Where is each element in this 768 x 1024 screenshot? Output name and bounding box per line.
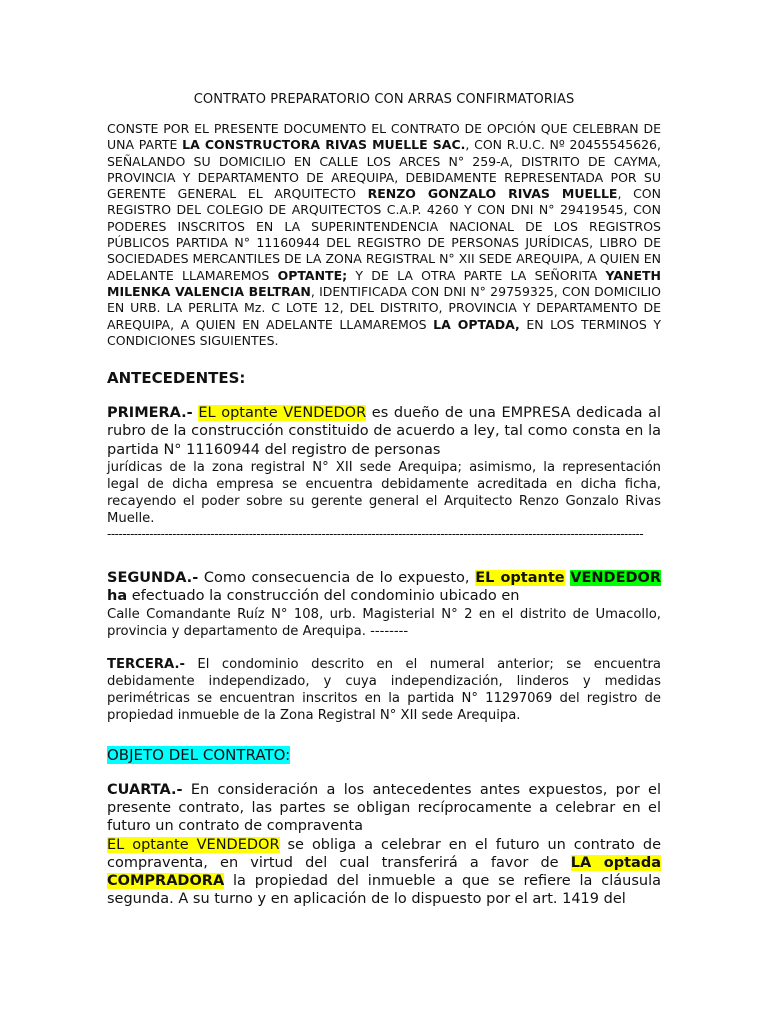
segunda-highlight-yellow: EL optante	[475, 570, 565, 587]
intro-text-4: Y DE LA OTRA PARTE LA SEÑORITA	[347, 267, 606, 283]
document-page	[107, 92, 661, 909]
segunda-highlight-green: VENDEDOR	[570, 570, 662, 587]
intro-paragraph	[107, 121, 661, 349]
company-name: LA CONSTRUCTORA RIVAS MUELLE SAC.	[182, 137, 466, 153]
clause-cuarta	[107, 781, 661, 909]
optada-term: LA OPTADA,	[433, 316, 520, 332]
intro-text-3: , CON REGISTRO DEL COLEGIO DE ARQUITECTOS C.A.P. 4260 Y CON DNI N° 29419545, CON PODERES INSCRITOS EN LA SUPERINTENDENCIA NACIONAL DE LOS REGISTROS PÚBLICOS PARTIDA N° 11160944 DEL REGISTRO DE PERSONAS JURÍDICAS, LIBRO DE SOCIEDADES MERCANTILES DE LA ZONA REGISTRAL N° XII SEDE AREQUIPA, A QUIEN EN ADELANTE LLAMAREMOS	[107, 186, 661, 283]
clause-tercera	[107, 656, 661, 724]
antecedentes-heading: ANTECEDENTES:	[107, 369, 246, 388]
separator-line: --------------------------------------------------------------------------------------------------------------------------------------------	[107, 527, 644, 542]
cuarta-highlight-vendedor: EL optante VENDEDOR	[107, 836, 280, 853]
primera-highlight: EL optante VENDEDOR	[198, 405, 367, 422]
primera-text-big: es dueño de una EMPRESA dedicada al rubro de la construcción constituido de acuerdo a ley, tal como consta en la partida N° 11160944 del registro de personas	[107, 405, 661, 458]
intro-text-1: CONSTE POR EL PRESENTE DOCUMENTO EL CONTRATO DE OPCIÓN QUE CELEBRAN DE UNA PARTE	[107, 121, 661, 153]
intro-text-6: EN LOS TERMINOS Y CONDICIONES SIGUIENTES.	[107, 316, 662, 348]
tercera-label: TERCERA.-	[107, 656, 185, 672]
intro-text-2: , CON R.U.C. Nº 20455545626, SEÑALANDO SU DOMICILIO EN CALLE LOS ARCES N° 259-A, DISTRITO DE CAYMA, PROVINCIA Y DEPARTAMENTO DE AREQUIPA, DEBIDAMENTE REPRESENTADA POR SU GERENTE GENERAL EL ARQUITECTO	[107, 137, 661, 202]
cuarta-text: En consideración a los antecedentes antes expuestos, por el presente contrato, las partes se obligan recíprocamente a celebrar en el futuro un contrato de compraventa	[107, 781, 661, 835]
segunda-label: SEGUNDA.-	[107, 570, 199, 587]
segunda-main	[107, 569, 661, 606]
segunda-text-2: efectuado la construcción del condominio ubicado en	[127, 588, 520, 605]
segunda-ha: ha	[107, 588, 128, 605]
segunda-text-3: Calle Comandante Ruíz N° 108, urb. Magisterial N° 2 en el distrito de Umacollo, provincia y departamento de Arequipa. --------	[107, 606, 661, 639]
tercera-text: El condominio descrito en el numeral anterior; se encuentra debidamente independizado, y cuya independización, linderos y medidas perimétricas se encuentran inscritos en la partida N° 11297069 del registro de propiedad inmueble de la Zona Registral N° XII sede Arequipa.	[107, 656, 661, 723]
clause-primera	[107, 404, 661, 527]
intro-text-5: , IDENTIFICADA CON DNI N° 29759325, CON DOMICILIO EN URB. LA PERLITA Mz. C LOTE 12, DEL DISTRITO, PROVINCIA Y DEPARTAMENTO DE AREQUIPA, A QUIEN EN ADELANTE LLAMAREMOS	[107, 283, 661, 332]
cuarta-text-3: la propiedad del inmueble a que se refiere la cláusula segunda. A su turno y en aplicación de lo dispuesto por el art. 1419 del	[107, 873, 661, 908]
segunda-text-1: Como consecuencia de lo expuesto,	[198, 570, 476, 587]
objeto-heading-text: OBJETO DEL CONTRATO:	[107, 745, 291, 764]
buyer-name: YANETH MILENKA VALENCIA BELTRAN	[107, 267, 662, 299]
document-title: CONTRATO PREPARATORIO CON ARRAS CONFIRMATORIAS	[193, 92, 575, 107]
optante-term: OPTANTE;	[277, 267, 348, 283]
primera-label: PRIMERA.-	[107, 405, 193, 422]
cuarta-label: CUARTA.-	[107, 781, 183, 798]
architect-name: RENZO GONZALO RIVAS MUELLE	[367, 186, 618, 202]
cuarta-text-2: se obliga a celebrar en el futuro un contrato de compraventa, en virtud del cual transferirá a favor de	[107, 836, 661, 871]
clause-segunda	[107, 569, 661, 640]
primera-text-small: jurídicas de la zona registral N° XII sede Arequipa; asimismo, la representación legal de dicha empresa se encuentra debidamente acreditada en dicha ficha, recayendo el poder sobre su gerente general el Arquitecto Renzo Gonzalo Rivas Muelle.	[107, 460, 661, 527]
objeto-heading	[107, 746, 661, 764]
cuarta-highlight-compradora: LA optada COMPRADORA	[107, 854, 661, 890]
primera-main	[107, 404, 661, 459]
